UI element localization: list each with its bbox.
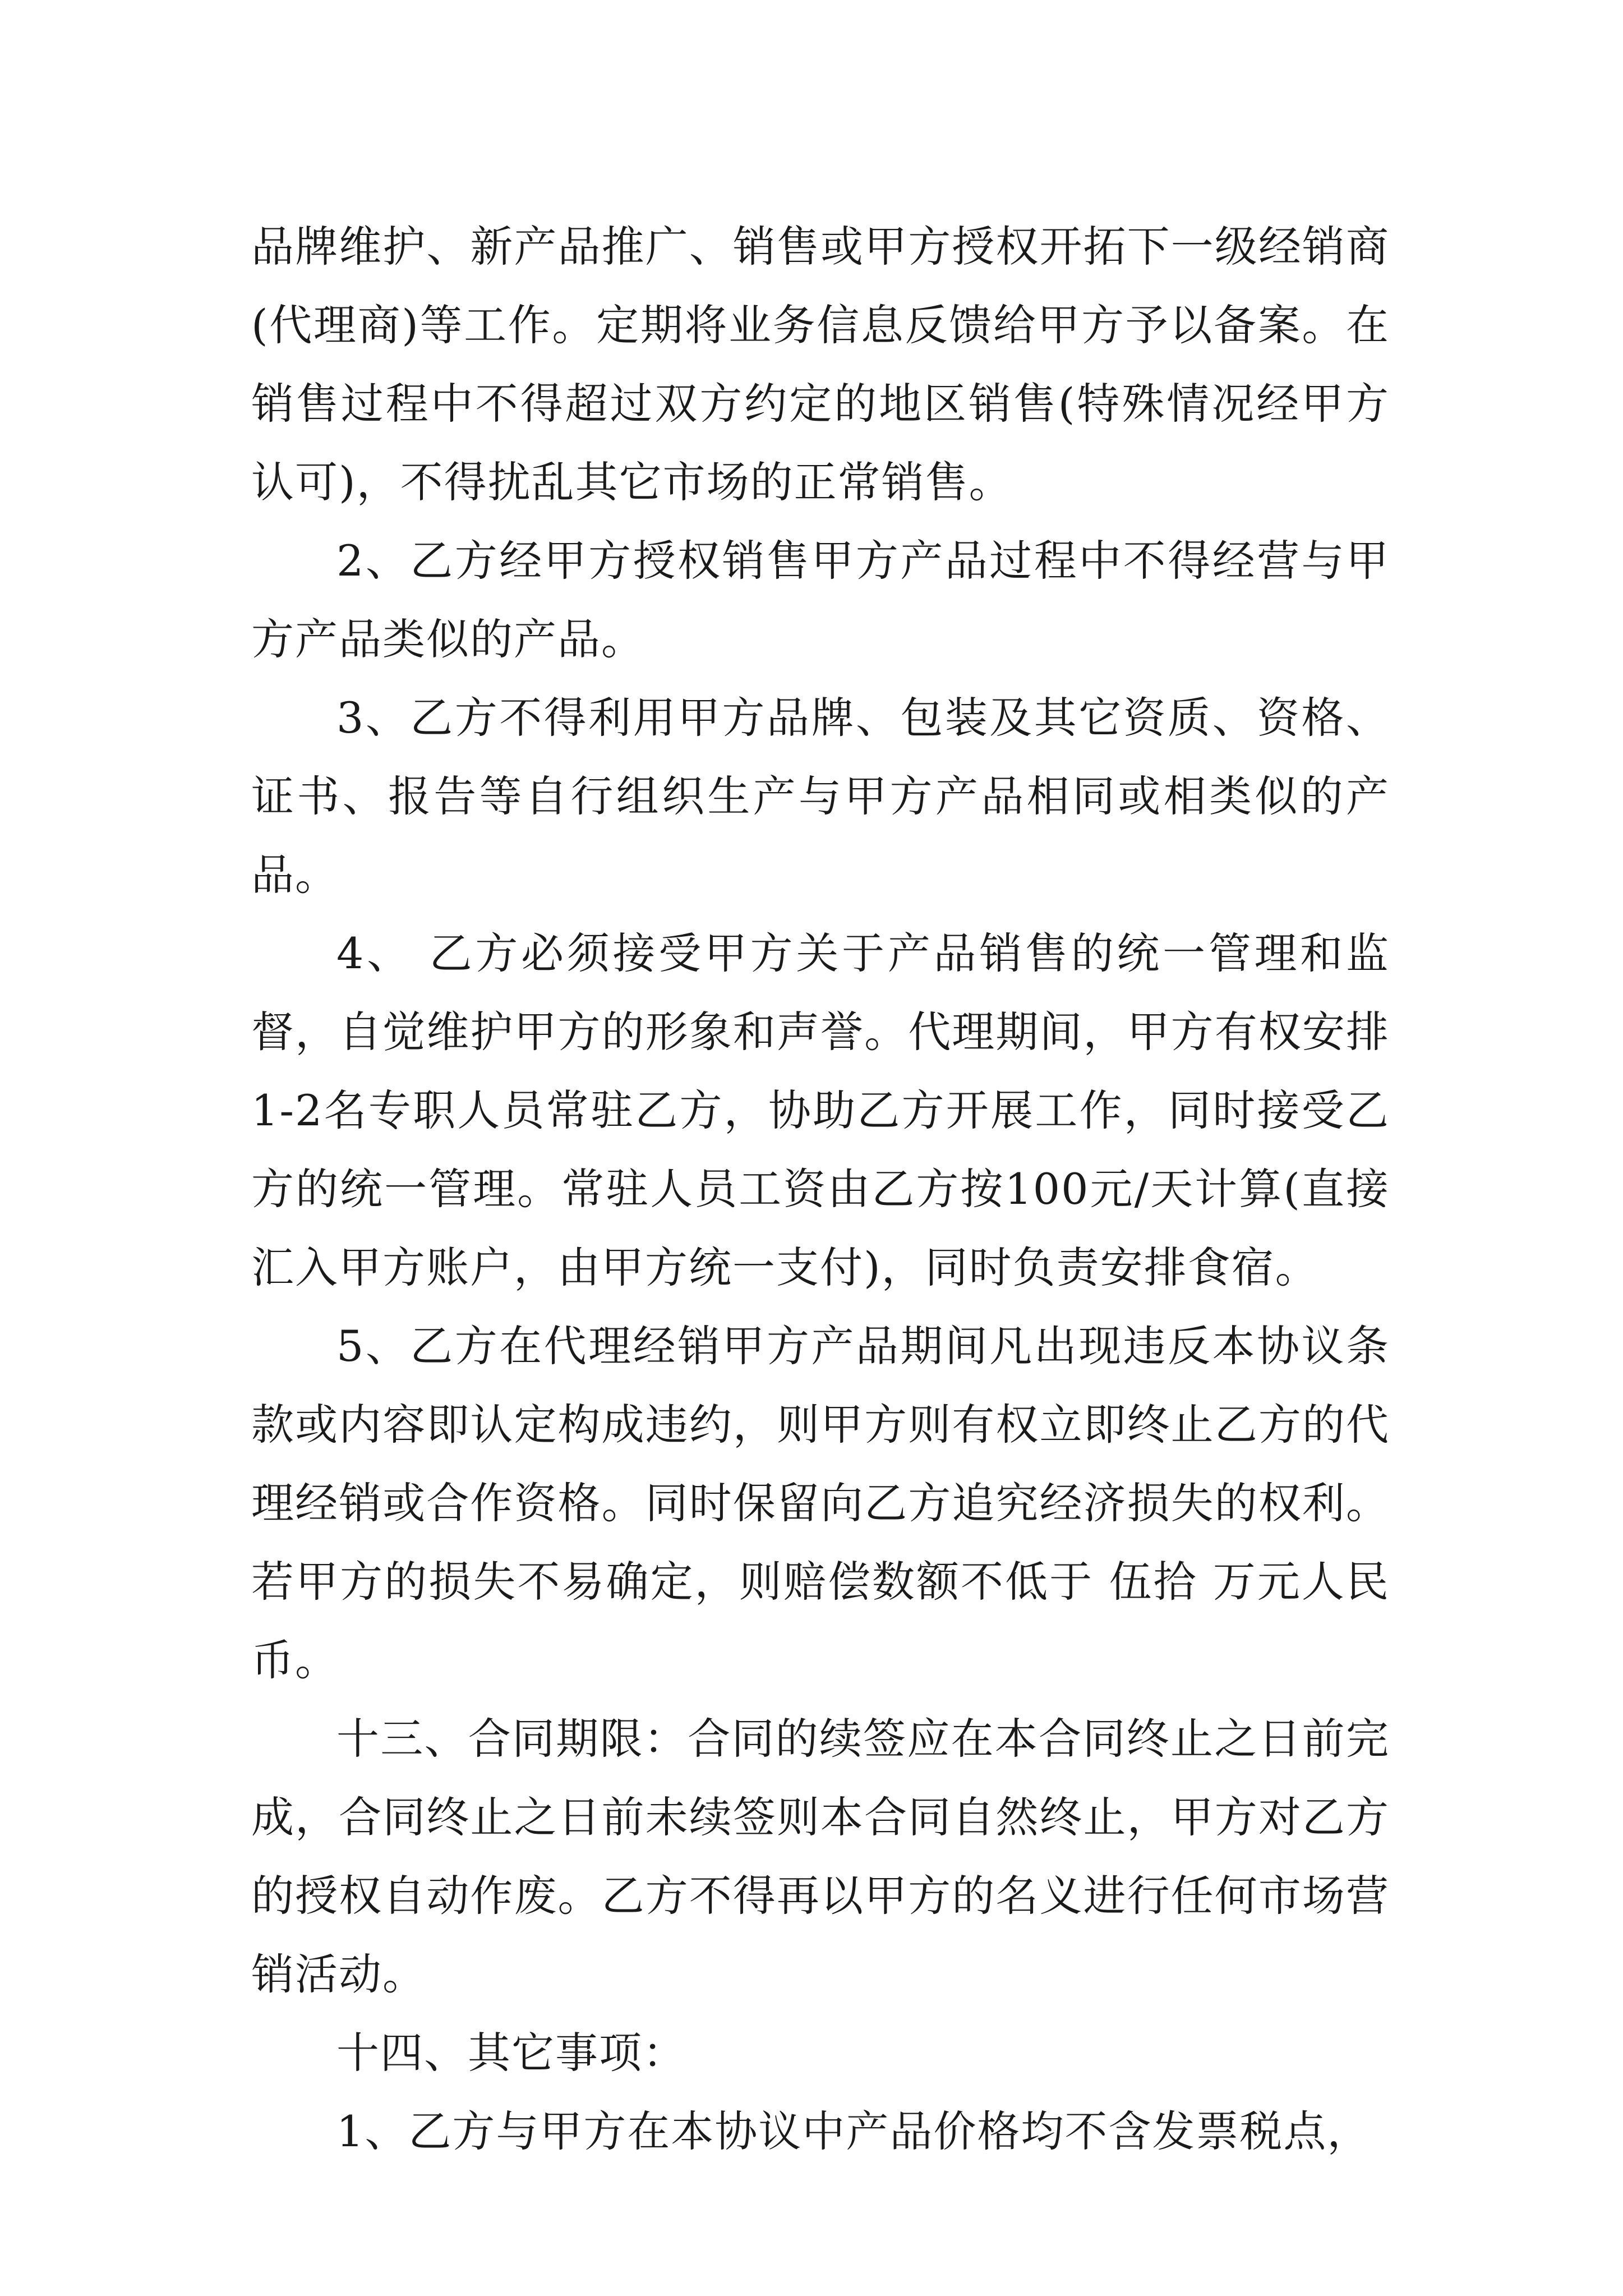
document-body xyxy=(251,208,1390,2171)
paragraph-clause-3: 3、乙方不得利用甲方品牌、包装及其它资质、资格、证书、报告等自行组织生产与甲方产品相同或相类似的产品。 xyxy=(251,693,1390,900)
paragraph-clause-4: 4、 乙方必须接受甲方关于产品销售的统一管理和监督，自觉维护甲方的形象和声誉。代理期间，甲方有权安排1-2名专职人员常驻乙方，协助乙方开展工作，同时接受乙方的统一管理。常驻人员工资由乙方按100元/天计算(直接汇入甲方账户，由甲方统一支付)，同时负责安排食宿。 xyxy=(251,928,1390,1292)
paragraph-section-14-heading: 十四、其它事项： xyxy=(336,2028,686,2078)
paragraph-section-14-item-1: 1、乙方与甲方在本协议中产品价格均不含发票税点， xyxy=(336,2106,1371,2156)
paragraph-continuation: 品牌维护、新产品推广、销售或甲方授权开拓下一级经销商(代理商)等工作。定期将业务信息反馈给甲方予以备案。在销售过程中不得超过双方约定的地区销售(特殊情况经甲方认可)，不得扰乱其它市场的正常销售。 xyxy=(251,222,1390,507)
paragraph-section-13: 十三、合同期限：合同的续签应在本合同终止之日前完成，合同终止之日前未续签则本合同自然终止，甲方对乙方的授权自动作废。乙方不得再以甲方的名义进行任何市场营销活动。 xyxy=(251,1714,1390,1999)
paragraph-clause-5: 5、乙方在代理经销甲方产品期间凡出现违反本协议条款或内容即认定构成违约，则甲方则有权立即终止乙方的代理经销或合作资格。同时保留向乙方追究经济损失的权利。若甲方的损失不易确定，则赔偿数额不低于 伍拾 万元人民币。 xyxy=(251,1321,1390,1685)
paragraph-clause-2: 2、乙方经甲方授权销售甲方产品过程中不得经营与甲方产品类似的产品。 xyxy=(251,536,1390,664)
